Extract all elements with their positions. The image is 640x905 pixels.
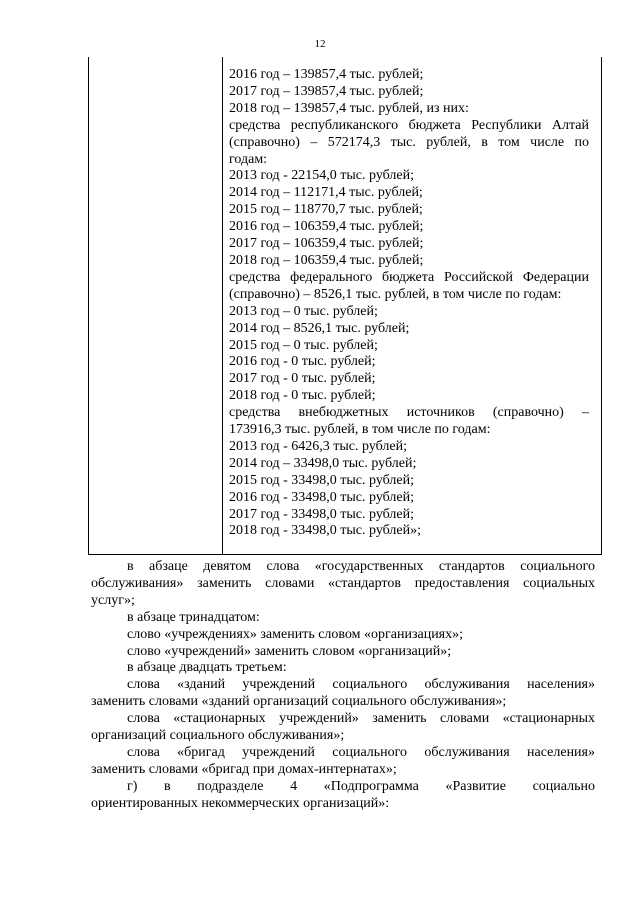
paragraph-line: слова «зданий учреждений социального обслуживания населения» <box>127 677 595 693</box>
paragraph-line: слова «бригад учреждений социального обслуживания населения» <box>127 744 595 760</box>
table-line: 2014 год – 112171,4 тыс. рублей; <box>229 185 423 201</box>
amendment-text <box>91 559 595 813</box>
paragraph-line: слово «учреждений» заменить словом «организаций»; <box>127 643 452 659</box>
paragraph-line: услуг»; <box>91 592 135 608</box>
paragraph-line: заменить словами «зданий организаций социального обслуживания»; <box>91 694 507 710</box>
table-line: 2015 год – 118770,7 тыс. рублей; <box>229 202 423 218</box>
table-line: 2015 год – 0 тыс. рублей; <box>229 337 378 353</box>
table-line: 2013 год - 22154,0 тыс. рублей; <box>229 168 415 184</box>
table-line: (справочно) – 572174,3 тыс. рублей, в том числе по <box>229 134 589 150</box>
paragraph-line: организаций социального обслуживания»; <box>91 728 345 744</box>
paragraph-line: в абзаце двадцать третьем: <box>127 660 287 676</box>
funding-table <box>88 57 602 555</box>
table-line: 2018 год - 33498,0 тыс. рублей»; <box>229 523 422 539</box>
table-line: годам: <box>229 151 268 167</box>
table-line: 2016 год – 139857,4 тыс. рублей; <box>229 67 424 82</box>
paragraph-line: слово «учреждениях» заменить словом «организациях»; <box>127 626 464 642</box>
table-line: 2018 год – 106359,4 тыс. рублей; <box>229 252 424 268</box>
paragraph-line: в абзаце девятом слова «государственных стандартов социального <box>127 559 595 574</box>
paragraph-line: слова «стационарных учреждений» заменить словами «стационарных <box>127 711 595 727</box>
table-line: 2013 год - 6426,3 тыс. рублей; <box>229 438 408 454</box>
table-line: 2015 год - 33498,0 тыс. рублей; <box>229 472 415 488</box>
paragraph-line: ориентированных некоммерческих организаций»: <box>91 795 390 811</box>
table-line: 2016 год - 33498,0 тыс. рублей; <box>229 489 415 505</box>
table-line: 173916,3 тыс. рублей, в том числе по годам: <box>229 422 491 438</box>
paragraph-line: обслуживания» заменить словами «стандартов предоставления социальных <box>91 575 595 591</box>
table-line: 2017 год - 0 тыс. рублей; <box>229 371 376 387</box>
table-line: 2018 год – 139857,4 тыс. рублей, из них: <box>229 100 469 116</box>
table-line: 2017 год - 33498,0 тыс. рублей; <box>229 506 415 522</box>
table-line: 2016 год – 106359,4 тыс. рублей; <box>229 219 424 235</box>
table-column-divider <box>222 57 223 554</box>
paragraph-line: г) в подразделе 4 «Подпрограмма «Развитие социально <box>127 778 595 794</box>
table-cell-funding <box>229 67 589 540</box>
table-line: средства внебюджетных источников (справочно) – <box>229 405 589 421</box>
paragraph-line: заменить словами «бригад при домах-интернатах»; <box>91 761 397 777</box>
table-line: 2014 год – 33498,0 тыс. рублей; <box>229 455 417 471</box>
table-line: 2018 год - 0 тыс. рублей; <box>229 388 376 404</box>
table-line: средства федерального бюджета Российской Федерации <box>229 269 589 285</box>
table-line: (справочно) – 8526,1 тыс. рублей, в том числе по годам: <box>229 286 562 302</box>
page-number: 12 <box>314 38 326 50</box>
table-line: средства республиканского бюджета Республики Алтай <box>229 117 589 133</box>
table-line: 2016 год - 0 тыс. рублей; <box>229 354 376 370</box>
paragraph-line: в абзаце тринадцатом: <box>127 609 260 625</box>
table-line: 2014 год – 8526,1 тыс. рублей; <box>229 320 410 336</box>
table-line: 2013 год – 0 тыс. рублей; <box>229 303 378 319</box>
table-line: 2017 год – 106359,4 тыс. рублей; <box>229 236 424 252</box>
table-line: 2017 год – 139857,4 тыс. рублей; <box>229 83 424 99</box>
